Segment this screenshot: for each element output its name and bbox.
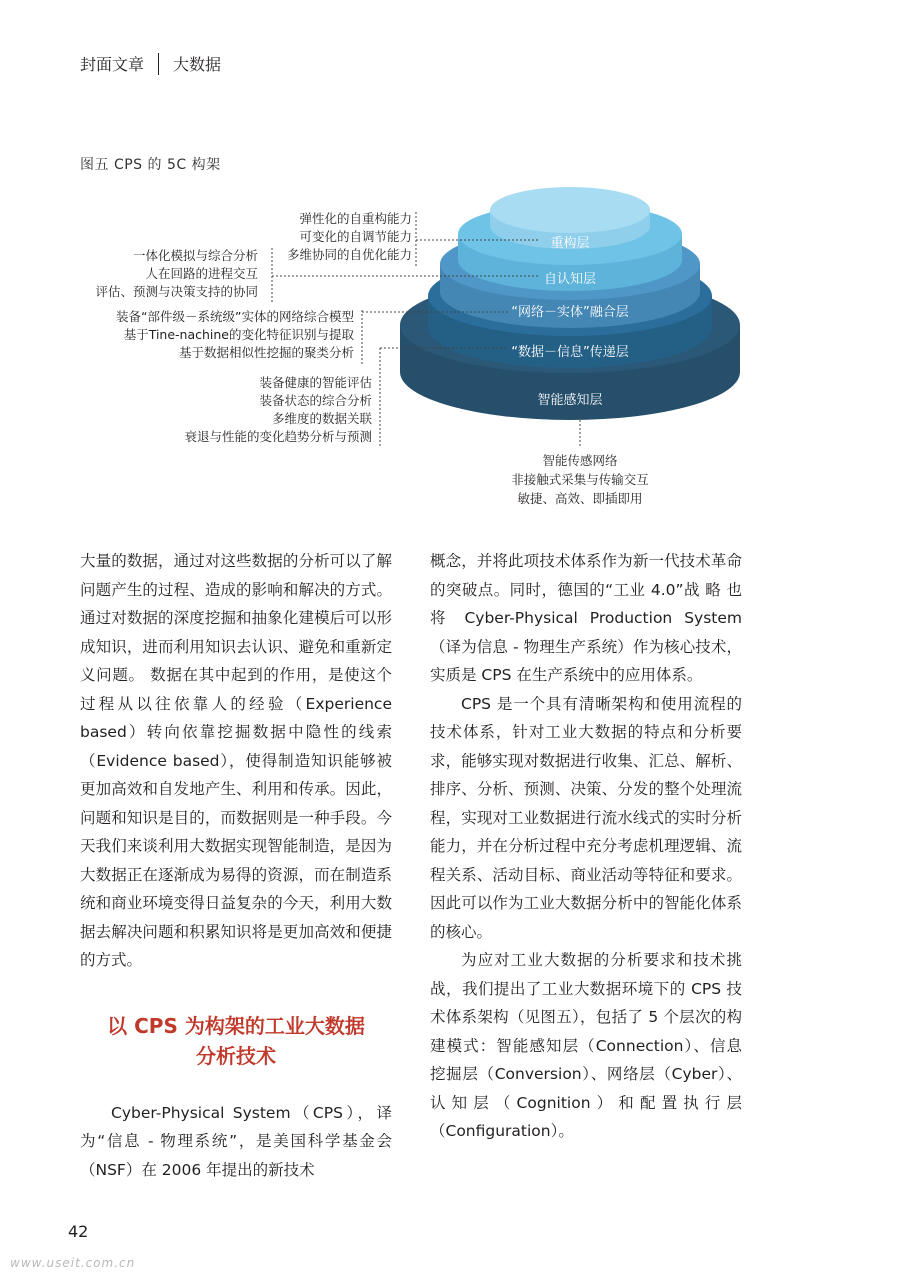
label-line: 装备状态的综合分析 <box>259 393 372 408</box>
layer-label-cognition: 自认知层 <box>543 272 597 287</box>
layer-label-conversion: “数据－信息”传递层 <box>511 345 629 360</box>
label-line: 人在回路的进程交互 <box>145 266 258 281</box>
layer-label-cyber: “网络－实体”融合层 <box>511 305 629 320</box>
label-group-connection <box>490 451 670 508</box>
label-group-reconfiguration <box>287 210 412 264</box>
label-line: 装备“部件级－系统级”实体的网络综合模型 <box>116 309 354 324</box>
label-line: 弹性化的自重构能力 <box>299 211 412 226</box>
paragraph: Cyber-Physical System（CPS），译为“信息 - 物理系统”，是美国科学基金会（NSF）在 2006 年提出的新技术 <box>80 1103 392 1179</box>
section-heading <box>80 1011 392 1071</box>
watermark: www.useit.com.cn <box>10 1256 136 1270</box>
header-divider <box>158 53 159 75</box>
label-line: 可变化的自调节能力 <box>299 229 412 244</box>
label-line: 评估、预测与决策支持的协同 <box>95 284 258 299</box>
layer-label-connection: 智能感知层 <box>537 393 603 408</box>
article-column-left <box>80 547 392 1184</box>
header-section: 封面文章 <box>80 55 145 74</box>
paragraph: 为应对工业大数据的分析要求和技术挑战，我们提出了工业大数据环境下的 CPS 技术体系架构（见图五），包括了 5 个层次的构建模式：智能感知层（Connection）、信息挖掘层（Conversion）、网络层（Cyber）、认知层（Cognition）和配置执行层（Configuration）。 <box>430 951 742 1140</box>
label-group-conversion <box>184 374 372 446</box>
article-column-right <box>430 547 742 1146</box>
figure-caption: 图五 CPS 的 5C 构架 <box>80 157 221 173</box>
paragraph: 大量的数据，通过对这些数据的分析可以了解问题产生的过程、造成的影响和解决的方式。通过对数据的深度挖掘和抽象化建模后可以形成知识，进而利用知识去认识、避免和重新定义问题。 数据在其中起到的作用，是使这个过程从以往依靠人的经验（Experience based）转向依靠挖掘数据中隐性的线索（Evidence based），使得制造知识能够被更加高效和自发地产生、利用和传承。因此，问题和知识是目的，而数据则是一种手段。今天我们来谈利用大数据实现智能制造，是因为大数据正在逐渐成为易得的资源，而在制造系统和商业环境变得日益复杂的今天，利用大数据去解决问题和积累知识将是更加高效和便捷的方式。 <box>80 552 392 969</box>
label-line: 装备健康的智能评估 <box>259 375 372 390</box>
label-line: 多维协同的自优化能力 <box>286 247 412 262</box>
label-line: 基于Tine-nachine的变化特征识别与提取 <box>123 327 354 342</box>
label-line: 智能传感网络 <box>542 453 618 468</box>
cps-5c-diagram <box>0 180 910 520</box>
label-line: 基于数据相似性挖掘的聚类分析 <box>178 345 354 360</box>
label-line: 敏捷、高效、即插即用 <box>517 491 643 506</box>
page-number: 42 <box>68 1222 89 1241</box>
layer1-top <box>490 187 650 233</box>
section-heading-line: 分析技术 <box>196 1043 276 1068</box>
page-header <box>80 52 221 75</box>
layer-label-reconfiguration: 重构层 <box>550 236 590 251</box>
label-line: 衰退与性能的变化趋势分析与预测 <box>184 429 372 444</box>
paragraph: CPS 是一个具有清晰架构和使用流程的技术体系，针对工业大数据的特点和分析要求，能够实现对数据进行收集、汇总、解析、排序、分析、预测、决策、分发的整个处理流程，实现对工业数据进行流水线式的实时分析能力，并在分析过程中充分考虑机理逻辑、流程关系、活动目标、商业活动等特征和要求。因此可以作为工业大数据分析中的智能化体系的核心。 <box>430 694 742 941</box>
label-line: 多维度的数据关联 <box>271 411 372 426</box>
paragraph: 概念，并将此项技术体系作为新一代技术革命的突破点。同时，德国的“工业 4.0”战 略 也 将 Cyber-Physical Production System（译为信息 - 物理生产系统）作为核心技术，实质是 CPS 在生产系统中的应用体系。 <box>430 552 742 684</box>
label-line: 非接触式采集与传输交互 <box>511 472 649 487</box>
label-group-cognition <box>95 247 258 301</box>
header-topic: 大数据 <box>173 55 222 74</box>
section-heading-line: 以 CPS 为构架的工业大数据 <box>107 1013 365 1038</box>
label-line: 一体化模拟与综合分析 <box>132 248 258 263</box>
label-group-cyber <box>116 308 354 362</box>
